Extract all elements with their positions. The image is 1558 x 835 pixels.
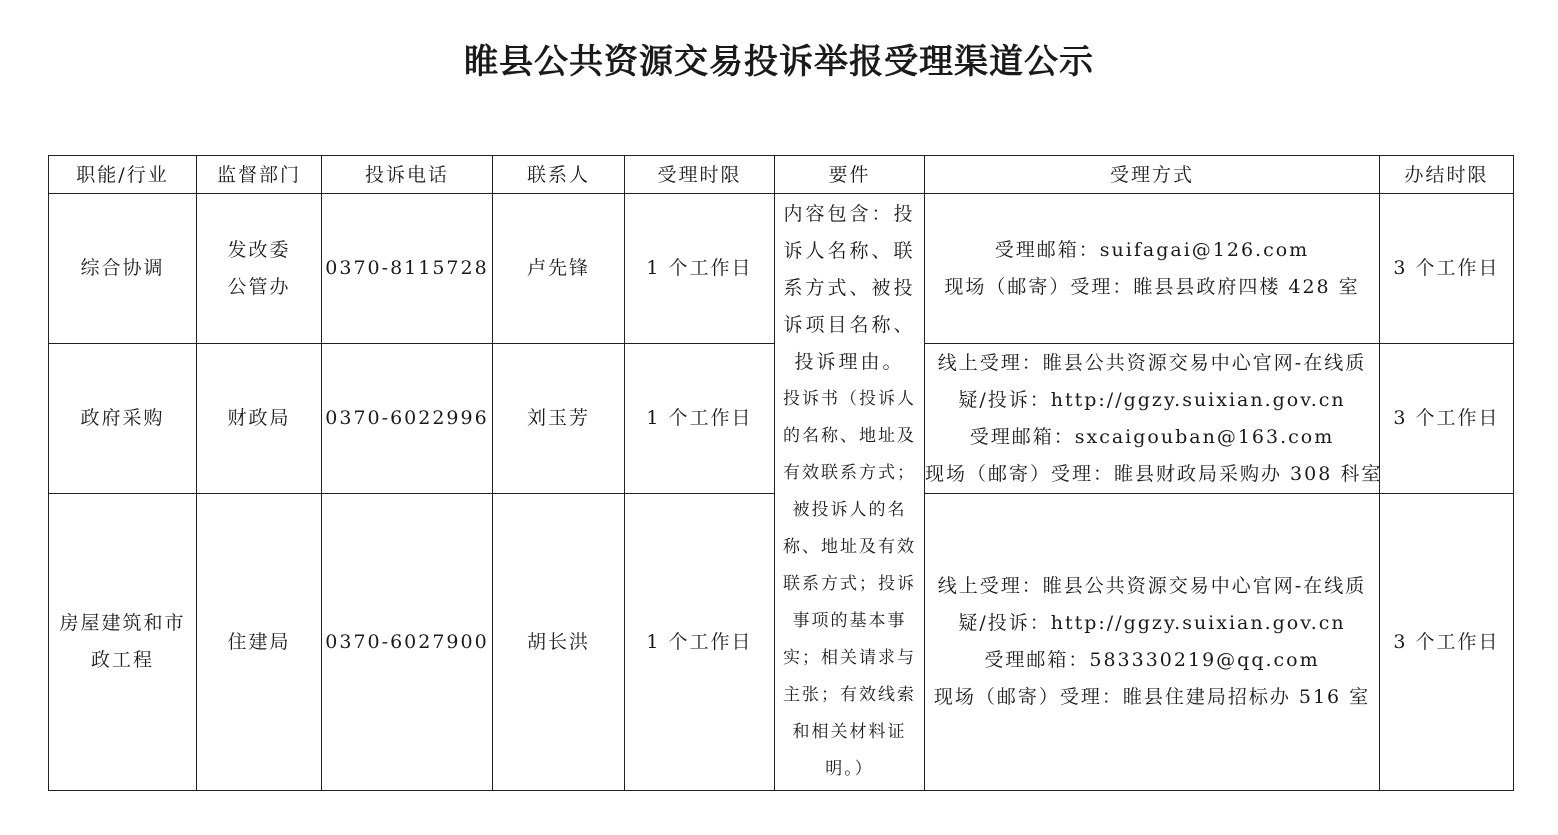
page-title: 睢县公共资源交易投诉举报受理渠道公示 [464, 42, 1094, 82]
method-line: 受理邮箱：583330219@qq.com [984, 649, 1320, 671]
header-contact: 联系人 [493, 156, 625, 194]
requirements-line: 称、地址及有效 [783, 537, 916, 557]
cell-method [925, 344, 1383, 494]
cell-phone: 0370-6027900 [322, 494, 493, 791]
header-department: 监督部门 [197, 156, 322, 194]
cell-department: 发改委 公管办 [197, 194, 322, 344]
requirements-line: 投诉理由。 [794, 351, 905, 373]
cell-contact: 刘玉芳 [493, 344, 625, 494]
requirements-line: 系方式、被投 [783, 277, 916, 299]
requirements-line: 有效联系方式； [783, 463, 916, 483]
method-line: 受理邮箱：suifagai@126.com [994, 238, 1310, 261]
table-header-row [49, 156, 1514, 194]
requirements-line: 和相关材料证 [792, 722, 907, 742]
cell-method [925, 494, 1380, 791]
header-requirements: 要件 [775, 156, 925, 194]
header-time-limit: 受理时限 [625, 156, 775, 194]
requirements-line: 诉人名称、联 [783, 240, 916, 262]
method-line: 受理邮箱：sxcaigouban@163.com [969, 425, 1335, 448]
requirements-line: 事项的基本事 [792, 611, 907, 631]
cell-finish-limit: 3 个工作日 [1380, 194, 1514, 344]
cell-method [925, 194, 1380, 344]
requirements-line: 主张；有效线索 [783, 685, 916, 705]
requirements-line: 内容包含：投 [783, 203, 916, 225]
requirements-line: 明。） [825, 759, 874, 779]
method-line: 疑/投诉：http://ggzy.suixian.gov.cn [958, 388, 1346, 411]
header-function: 职能/行业 [49, 156, 197, 194]
cell-department: 财政局 [197, 344, 322, 494]
cell-time-limit: 1 个工作日 [625, 344, 775, 494]
cell-function: 房屋建筑和市 政工程 [49, 494, 197, 791]
cell-time-limit: 1 个工作日 [625, 194, 775, 344]
cell-phone: 0370-6022996 [322, 344, 493, 494]
requirements-line: 诉项目名称、 [783, 314, 916, 336]
method-line: 线上受理：睢县公共资源交易中心官网-在线质 [937, 575, 1367, 597]
method-line: 疑/投诉：http://ggzy.suixian.gov.cn [958, 612, 1346, 634]
header-method: 受理方式 [925, 156, 1380, 194]
header-finish-limit: 办结时限 [1380, 156, 1514, 194]
table-row [49, 194, 1514, 344]
header-phone: 投诉电话 [322, 156, 493, 194]
cell-department: 住建局 [197, 494, 322, 791]
cell-finish-limit: 3 个工作日 [1380, 344, 1514, 494]
cell-function: 综合协调 [49, 194, 197, 344]
requirements-line: 联系方式；投诉 [783, 574, 916, 594]
method-line: 线上受理：睢县公共资源交易中心官网-在线质 [937, 351, 1367, 374]
cell-contact: 胡长洪 [493, 494, 625, 791]
cell-finish-limit: 3 个工作日 [1380, 494, 1514, 791]
channel-table [48, 155, 1514, 791]
requirements-line: 实；相关请求与 [783, 648, 916, 668]
method-line: 现场（邮寄）受理：睢县财政局采购办 308 科室 [925, 462, 1383, 485]
cell-contact: 卢先锋 [493, 194, 625, 344]
cell-phone: 0370-8115728 [322, 194, 493, 344]
method-line: 现场（邮寄）受理：睢县住建局招标办 516 室 [933, 686, 1371, 708]
cell-requirements [775, 194, 925, 791]
requirements-line: 投诉书（投诉人 [783, 389, 916, 409]
cell-time-limit: 1 个工作日 [625, 494, 775, 791]
cell-function: 政府采购 [49, 344, 197, 494]
requirements-line: 的名称、地址及 [783, 426, 916, 446]
method-line: 现场（邮寄）受理：睢县县政府四楼 428 室 [944, 275, 1360, 298]
requirements-line: 被投诉人的名 [792, 500, 907, 520]
